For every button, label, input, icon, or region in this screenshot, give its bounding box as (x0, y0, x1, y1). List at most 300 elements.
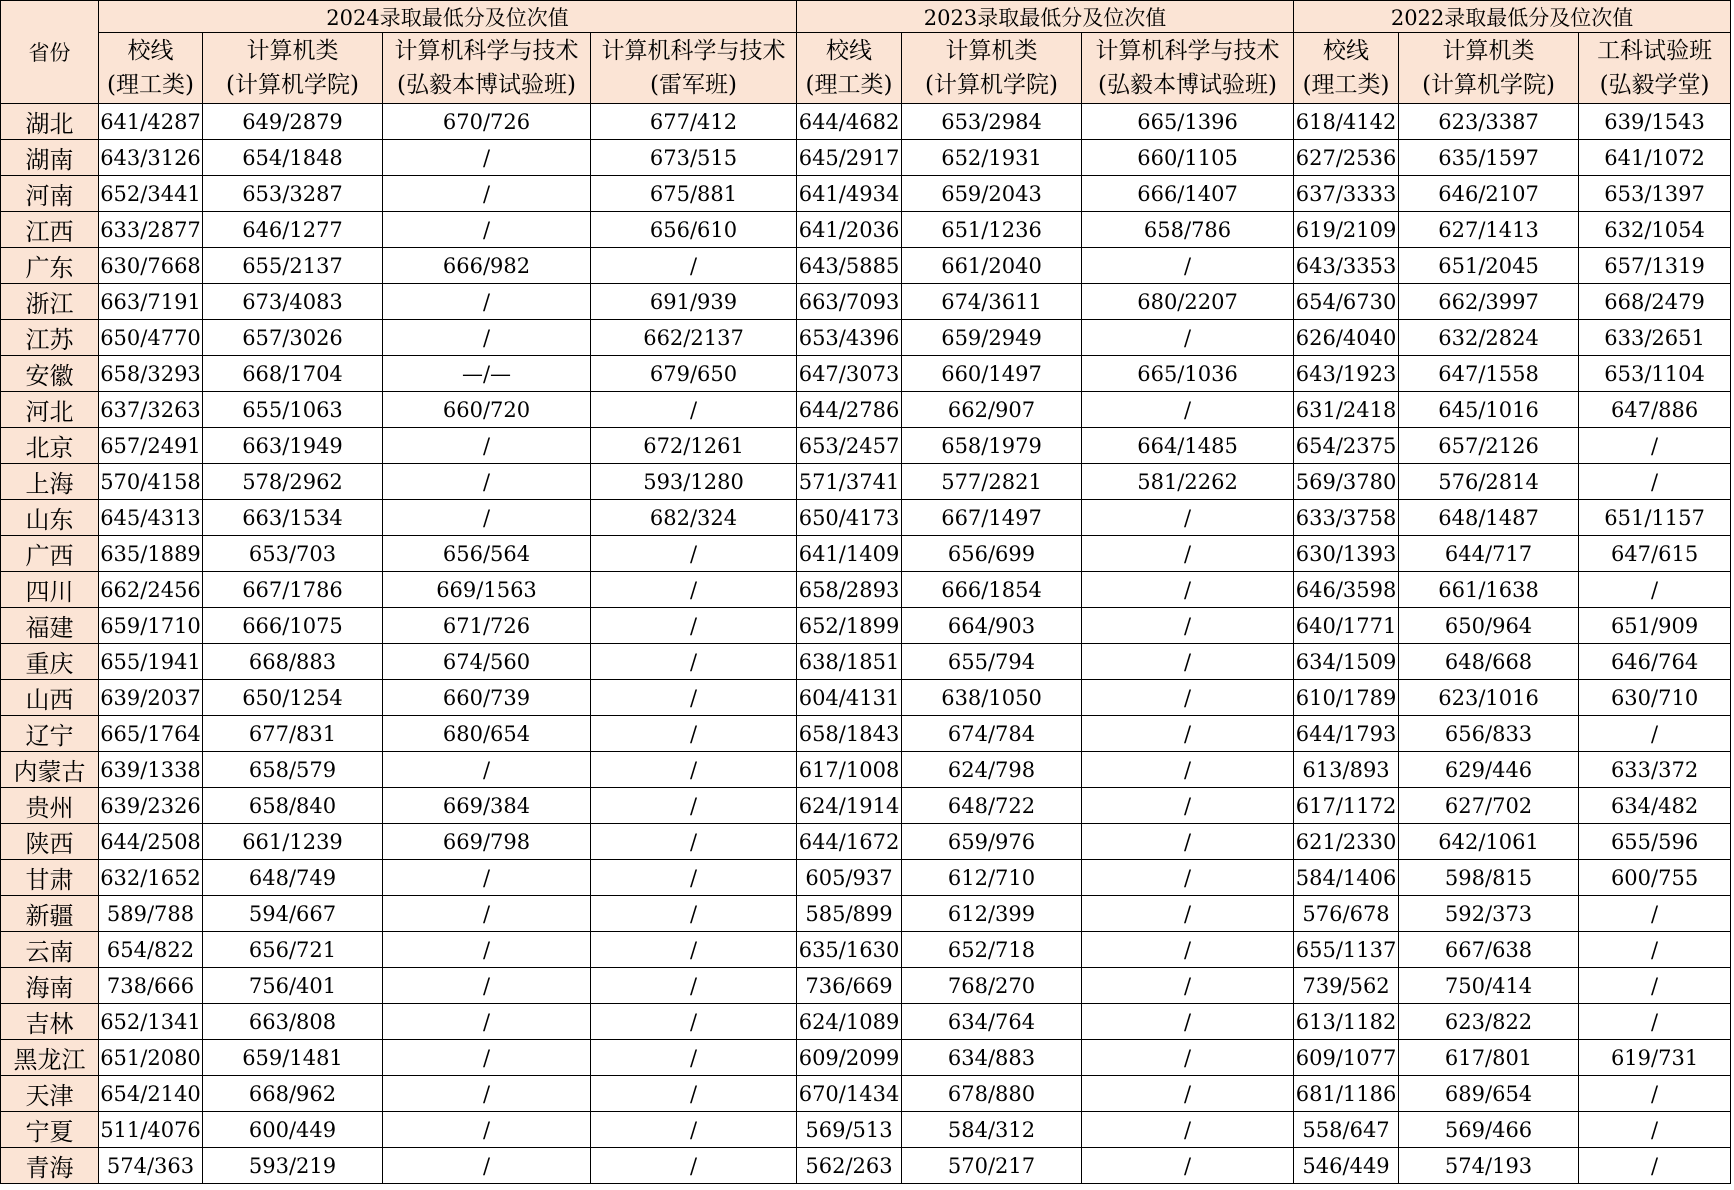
score-rank-cell: 630/7668 (99, 248, 203, 284)
province-cell: 广西 (1, 536, 99, 572)
score-rank-cell: / (1082, 716, 1294, 752)
score-rank-cell: / (1082, 1004, 1294, 1040)
score-rank-cell: / (591, 1004, 797, 1040)
province-cell: 江苏 (1, 320, 99, 356)
score-rank-cell: 629/446 (1399, 752, 1579, 788)
score-rank-cell: / (591, 680, 797, 716)
table-row (1, 608, 1731, 644)
score-rank-cell: 645/1016 (1399, 392, 1579, 428)
table-row (1, 356, 1731, 392)
province-cell: 广东 (1, 248, 99, 284)
score-rank-cell: 654/822 (99, 932, 203, 968)
province-cell: 湖南 (1, 140, 99, 176)
score-rank-cell: 641/1409 (797, 536, 902, 572)
score-rank-cell: / (591, 788, 797, 824)
score-rank-cell: 674/560 (383, 644, 591, 680)
score-rank-cell: 657/3026 (203, 320, 383, 356)
score-rank-cell: 648/668 (1399, 644, 1579, 680)
year-group-header-2022: 2022录取最低分及位次值 (1294, 1, 1731, 33)
score-rank-cell: 644/1672 (797, 824, 902, 860)
score-rank-cell: 584/312 (902, 1112, 1082, 1148)
score-rank-cell: 680/2207 (1082, 284, 1294, 320)
score-rank-cell: 666/1854 (902, 572, 1082, 608)
column-header-line1: 校线 (127, 38, 174, 64)
column-header (797, 33, 902, 104)
score-rank-cell: 668/883 (203, 644, 383, 680)
table-row (1, 140, 1731, 176)
score-rank-cell: 647/886 (1579, 392, 1731, 428)
year-header-row (1, 1, 1731, 33)
score-rank-cell: / (1082, 572, 1294, 608)
score-rank-cell: 645/4313 (99, 500, 203, 536)
score-rank-cell: 652/1931 (902, 140, 1082, 176)
score-rank-cell: 658/786 (1082, 212, 1294, 248)
score-rank-cell: / (1082, 536, 1294, 572)
score-rank-cell: 621/2330 (1294, 824, 1399, 860)
table-row (1, 284, 1731, 320)
score-rank-cell: 679/650 (591, 356, 797, 392)
score-rank-cell: 653/703 (203, 536, 383, 572)
column-header-line2: (计算机学院) (1422, 72, 1556, 98)
score-rank-cell: 576/678 (1294, 896, 1399, 932)
score-rank-cell: 637/3263 (99, 392, 203, 428)
year-group-header-2024: 2024录取最低分及位次值 (99, 1, 797, 33)
score-rank-cell: 644/1793 (1294, 716, 1399, 752)
column-header (99, 33, 203, 104)
column-header-line2: (理工类) (805, 72, 893, 98)
score-rank-cell: 653/4396 (797, 320, 902, 356)
score-rank-cell: 639/2037 (99, 680, 203, 716)
score-rank-cell: / (591, 1076, 797, 1112)
score-rank-cell: 689/654 (1399, 1076, 1579, 1112)
column-header-line1: 校线 (826, 38, 873, 64)
table-row (1, 788, 1731, 824)
table-row (1, 1148, 1731, 1184)
province-cell: 江西 (1, 212, 99, 248)
score-rank-cell: / (383, 1112, 591, 1148)
province-cell: 宁夏 (1, 1112, 99, 1148)
column-header (1399, 33, 1579, 104)
score-rank-cell: 574/193 (1399, 1148, 1579, 1184)
score-rank-cell: 619/2109 (1294, 212, 1399, 248)
score-rank-cell: 641/1072 (1579, 140, 1731, 176)
score-rank-cell: / (1082, 968, 1294, 1004)
score-rank-cell: 624/1089 (797, 1004, 902, 1040)
score-rank-cell: 617/1008 (797, 752, 902, 788)
score-rank-cell: 647/3073 (797, 356, 902, 392)
score-rank-cell: / (383, 1040, 591, 1076)
score-rank-cell: 652/1899 (797, 608, 902, 644)
column-header (1579, 33, 1731, 104)
table-row (1, 1040, 1731, 1076)
score-rank-cell: 650/1254 (203, 680, 383, 716)
score-rank-cell: / (383, 1004, 591, 1040)
province-cell: 河北 (1, 392, 99, 428)
column-header-row (1, 33, 1731, 104)
score-rank-cell: 623/1016 (1399, 680, 1579, 716)
score-rank-cell: / (383, 212, 591, 248)
score-rank-cell: 578/2962 (203, 464, 383, 500)
column-header-line2: (雷军班) (650, 72, 737, 98)
score-rank-cell: / (1082, 788, 1294, 824)
score-rank-cell: 667/638 (1399, 932, 1579, 968)
score-rank-cell: 569/3780 (1294, 464, 1399, 500)
score-rank-cell: 659/1481 (203, 1040, 383, 1076)
score-rank-cell: 658/1979 (902, 428, 1082, 464)
column-header-line2: (弘毅本博试验班) (1098, 72, 1277, 98)
table-row (1, 680, 1731, 716)
score-rank-cell: 659/2043 (902, 176, 1082, 212)
score-rank-cell: 562/263 (797, 1148, 902, 1184)
province-cell: 吉林 (1, 1004, 99, 1040)
province-cell: 福建 (1, 608, 99, 644)
score-rank-cell: / (1082, 392, 1294, 428)
score-rank-cell: 585/899 (797, 896, 902, 932)
table-row (1, 1112, 1731, 1148)
score-rank-cell: 612/399 (902, 896, 1082, 932)
score-rank-cell: 634/1509 (1294, 644, 1399, 680)
province-cell: 贵州 (1, 788, 99, 824)
score-rank-cell: 652/1341 (99, 1004, 203, 1040)
score-rank-cell: 671/726 (383, 608, 591, 644)
score-rank-cell: 652/718 (902, 932, 1082, 968)
score-rank-cell: / (1082, 824, 1294, 860)
score-rank-cell: 646/2107 (1399, 176, 1579, 212)
table-row (1, 320, 1731, 356)
score-rank-cell: 656/699 (902, 536, 1082, 572)
score-rank-cell: 589/788 (99, 896, 203, 932)
score-rank-cell: 569/466 (1399, 1112, 1579, 1148)
score-rank-cell: 651/2045 (1399, 248, 1579, 284)
score-rank-cell: 647/1558 (1399, 356, 1579, 392)
province-cell: 甘肃 (1, 860, 99, 896)
score-rank-cell: 604/4131 (797, 680, 902, 716)
score-rank-cell: 593/219 (203, 1148, 383, 1184)
year-group-header-2023: 2023录取最低分及位次值 (797, 1, 1294, 33)
table-header (1, 1, 1731, 104)
score-rank-cell: 633/372 (1579, 752, 1731, 788)
score-rank-cell: 641/4934 (797, 176, 902, 212)
province-cell: 重庆 (1, 644, 99, 680)
province-cell: 辽宁 (1, 716, 99, 752)
score-rank-cell: 667/1497 (902, 500, 1082, 536)
score-rank-cell: 613/893 (1294, 752, 1399, 788)
score-rank-cell: 654/6730 (1294, 284, 1399, 320)
column-header-line2: (理工类) (1302, 72, 1390, 98)
score-rank-cell: 651/1236 (902, 212, 1082, 248)
column-header (203, 33, 383, 104)
score-rank-cell: 570/4158 (99, 464, 203, 500)
column-header-line2: (理工类) (107, 72, 194, 98)
score-rank-cell: 619/731 (1579, 1040, 1731, 1076)
table-body (1, 104, 1731, 1184)
score-rank-cell: 635/1630 (797, 932, 902, 968)
score-rank-cell: / (383, 860, 591, 896)
table-row (1, 572, 1731, 608)
score-rank-cell: 569/513 (797, 1112, 902, 1148)
score-rank-cell: 613/1182 (1294, 1004, 1399, 1040)
score-rank-cell: 631/2418 (1294, 392, 1399, 428)
score-rank-cell: 666/1075 (203, 608, 383, 644)
province-cell: 新疆 (1, 896, 99, 932)
table-row (1, 392, 1731, 428)
score-rank-cell: / (1579, 1112, 1731, 1148)
table-row (1, 176, 1731, 212)
score-rank-cell: / (383, 1076, 591, 1112)
table-row (1, 212, 1731, 248)
score-rank-cell: 646/1277 (203, 212, 383, 248)
score-rank-cell: 644/2508 (99, 824, 203, 860)
score-rank-cell: 680/654 (383, 716, 591, 752)
table-row (1, 644, 1731, 680)
score-rank-cell: / (1082, 896, 1294, 932)
score-rank-cell: 639/1338 (99, 752, 203, 788)
score-rank-cell: 669/798 (383, 824, 591, 860)
score-rank-cell: 635/1597 (1399, 140, 1579, 176)
score-rank-cell: / (1579, 1148, 1731, 1184)
province-cell: 浙江 (1, 284, 99, 320)
score-rank-cell: 638/1050 (902, 680, 1082, 716)
score-rank-cell: 666/982 (383, 248, 591, 284)
column-header-line1: 计算机类 (945, 38, 1038, 64)
score-rank-cell: 633/3758 (1294, 500, 1399, 536)
score-rank-cell: / (591, 1148, 797, 1184)
column-header-line2: (计算机学院) (226, 72, 359, 98)
score-rank-cell: 656/610 (591, 212, 797, 248)
score-rank-cell: / (1579, 428, 1731, 464)
score-rank-cell: 592/373 (1399, 896, 1579, 932)
province-cell: 北京 (1, 428, 99, 464)
score-rank-cell: 648/722 (902, 788, 1082, 824)
score-rank-cell: 668/962 (203, 1076, 383, 1112)
score-rank-cell: 658/2893 (797, 572, 902, 608)
score-rank-cell: 739/562 (1294, 968, 1399, 1004)
score-rank-cell: 558/647 (1294, 1112, 1399, 1148)
score-rank-cell: 656/833 (1399, 716, 1579, 752)
table-row (1, 464, 1731, 500)
score-rank-cell: 666/1407 (1082, 176, 1294, 212)
score-rank-cell: 646/3598 (1294, 572, 1399, 608)
score-rank-cell: 661/2040 (902, 248, 1082, 284)
column-header-line1: 校线 (1323, 38, 1370, 64)
score-rank-cell: 659/976 (902, 824, 1082, 860)
score-rank-cell: 643/5885 (797, 248, 902, 284)
score-rank-cell: 643/3353 (1294, 248, 1399, 284)
score-rank-cell: 657/2126 (1399, 428, 1579, 464)
score-rank-cell: 658/579 (203, 752, 383, 788)
score-rank-cell: / (1579, 1004, 1731, 1040)
score-rank-cell: 594/667 (203, 896, 383, 932)
score-rank-cell: 660/720 (383, 392, 591, 428)
score-rank-cell: 627/702 (1399, 788, 1579, 824)
score-rank-cell: 655/1063 (203, 392, 383, 428)
score-rank-cell: 576/2814 (1399, 464, 1579, 500)
score-rank-cell: / (1082, 500, 1294, 536)
score-rank-cell: 617/1172 (1294, 788, 1399, 824)
score-rank-cell: / (1082, 680, 1294, 716)
score-rank-cell: 634/482 (1579, 788, 1731, 824)
column-header (383, 33, 591, 104)
score-rank-cell: 669/1563 (383, 572, 591, 608)
table-row (1, 536, 1731, 572)
table-row (1, 860, 1731, 896)
score-rank-cell: / (1082, 608, 1294, 644)
score-rank-cell: 678/880 (902, 1076, 1082, 1112)
score-rank-cell: 659/1710 (99, 608, 203, 644)
province-cell: 山西 (1, 680, 99, 716)
score-rank-cell: 681/1186 (1294, 1076, 1399, 1112)
score-rank-cell: 647/615 (1579, 536, 1731, 572)
score-rank-cell: / (383, 176, 591, 212)
score-rank-cell: 657/1319 (1579, 248, 1731, 284)
score-rank-cell: 632/2824 (1399, 320, 1579, 356)
score-rank-cell: 653/1397 (1579, 176, 1731, 212)
score-rank-cell: / (591, 824, 797, 860)
table-row (1, 248, 1731, 284)
score-rank-cell: 655/794 (902, 644, 1082, 680)
score-rank-cell: 656/564 (383, 536, 591, 572)
score-rank-cell: 634/764 (902, 1004, 1082, 1040)
table-row (1, 1076, 1731, 1112)
score-rank-cell: 609/1077 (1294, 1040, 1399, 1076)
table-row (1, 716, 1731, 752)
column-header-line1: 计算机科学与技术 (601, 38, 786, 64)
table-row (1, 932, 1731, 968)
province-cell: 湖北 (1, 104, 99, 140)
score-rank-cell: 660/1105 (1082, 140, 1294, 176)
score-rank-cell: 663/7191 (99, 284, 203, 320)
score-rank-cell: 644/2786 (797, 392, 902, 428)
table-row (1, 824, 1731, 860)
score-rank-cell: / (1579, 464, 1731, 500)
score-rank-cell: 624/1914 (797, 788, 902, 824)
score-rank-cell: 656/721 (203, 932, 383, 968)
province-column-header: 省份 (1, 1, 99, 104)
score-rank-cell: 546/449 (1294, 1148, 1399, 1184)
score-rank-cell: 646/764 (1579, 644, 1731, 680)
score-rank-cell: 668/1704 (203, 356, 383, 392)
score-rank-cell: 639/1543 (1579, 104, 1731, 140)
score-rank-cell: 660/739 (383, 680, 591, 716)
score-rank-cell: 641/2036 (797, 212, 902, 248)
score-rank-cell: 654/2375 (1294, 428, 1399, 464)
province-cell: 上海 (1, 464, 99, 500)
score-rank-cell: 640/1771 (1294, 608, 1399, 644)
score-rank-cell: / (1082, 932, 1294, 968)
province-cell: 河南 (1, 176, 99, 212)
column-header-line2: (弘毅学堂) (1599, 72, 1710, 98)
score-rank-cell: 630/710 (1579, 680, 1731, 716)
province-cell: 安徽 (1, 356, 99, 392)
score-rank-cell: / (591, 572, 797, 608)
province-cell: 四川 (1, 572, 99, 608)
score-rank-cell: 653/2984 (902, 104, 1082, 140)
score-rank-cell: 630/1393 (1294, 536, 1399, 572)
score-rank-cell: / (383, 140, 591, 176)
score-rank-cell: 662/3997 (1399, 284, 1579, 320)
score-rank-cell: 658/3293 (99, 356, 203, 392)
score-rank-cell: 637/3333 (1294, 176, 1399, 212)
score-rank-cell: 661/1638 (1399, 572, 1579, 608)
score-rank-cell: 655/2137 (203, 248, 383, 284)
score-rank-cell: / (591, 392, 797, 428)
score-rank-cell: / (1082, 320, 1294, 356)
table-row (1, 500, 1731, 536)
score-rank-cell: / (383, 896, 591, 932)
score-rank-cell: 665/1036 (1082, 356, 1294, 392)
score-rank-cell: 581/2262 (1082, 464, 1294, 500)
score-rank-cell: / (383, 752, 591, 788)
score-rank-cell: 649/2879 (203, 104, 383, 140)
province-cell: 内蒙古 (1, 752, 99, 788)
score-rank-cell: / (1082, 1040, 1294, 1076)
table-row (1, 104, 1731, 140)
score-rank-cell: 632/1054 (1579, 212, 1731, 248)
score-rank-cell: 511/4076 (99, 1112, 203, 1148)
score-rank-cell: 624/798 (902, 752, 1082, 788)
score-rank-cell: / (1579, 1076, 1731, 1112)
score-rank-cell: / (1082, 1076, 1294, 1112)
score-rank-cell: / (383, 932, 591, 968)
score-rank-cell: / (591, 932, 797, 968)
score-rank-cell: 663/1534 (203, 500, 383, 536)
score-rank-cell: 600/449 (203, 1112, 383, 1148)
score-rank-cell: / (383, 968, 591, 1004)
score-rank-cell: 658/1843 (797, 716, 902, 752)
score-rank-cell: 643/1923 (1294, 356, 1399, 392)
province-cell: 山东 (1, 500, 99, 536)
score-rank-cell: 626/4040 (1294, 320, 1399, 356)
column-header-line1: 计算机类 (246, 38, 339, 64)
score-rank-cell: / (591, 896, 797, 932)
column-header (1082, 33, 1294, 104)
score-rank-cell: 665/1764 (99, 716, 203, 752)
score-rank-cell: 652/3441 (99, 176, 203, 212)
score-rank-cell: 600/755 (1579, 860, 1731, 896)
score-rank-cell: 653/3287 (203, 176, 383, 212)
table-row (1, 896, 1731, 932)
score-rank-cell: 663/7093 (797, 284, 902, 320)
column-header-line1: 计算机科学与技术 (394, 38, 579, 64)
score-rank-cell: 610/1789 (1294, 680, 1399, 716)
score-rank-cell: 634/883 (902, 1040, 1082, 1076)
score-rank-cell: / (591, 968, 797, 1004)
table-row (1, 1004, 1731, 1040)
score-rank-cell: / (1579, 896, 1731, 932)
province-cell: 陕西 (1, 824, 99, 860)
score-rank-cell: / (383, 1148, 591, 1184)
score-rank-cell: 674/784 (902, 716, 1082, 752)
score-rank-cell: / (1082, 860, 1294, 896)
score-rank-cell: 651/2080 (99, 1040, 203, 1076)
score-rank-cell: 644/4682 (797, 104, 902, 140)
score-rank-cell: 570/217 (902, 1148, 1082, 1184)
score-rank-cell: 598/815 (1399, 860, 1579, 896)
score-rank-cell: 750/414 (1399, 968, 1579, 1004)
score-rank-cell: 655/596 (1579, 824, 1731, 860)
province-cell: 黑龙江 (1, 1040, 99, 1076)
score-rank-cell: / (383, 464, 591, 500)
column-header (1294, 33, 1399, 104)
score-rank-cell: / (591, 608, 797, 644)
score-rank-cell: 664/1485 (1082, 428, 1294, 464)
table-row (1, 968, 1731, 1004)
score-rank-cell: 642/1061 (1399, 824, 1579, 860)
score-rank-cell: 639/2326 (99, 788, 203, 824)
score-rank-cell: 663/1949 (203, 428, 383, 464)
score-rank-cell: 691/939 (591, 284, 797, 320)
score-rank-cell: 571/3741 (797, 464, 902, 500)
